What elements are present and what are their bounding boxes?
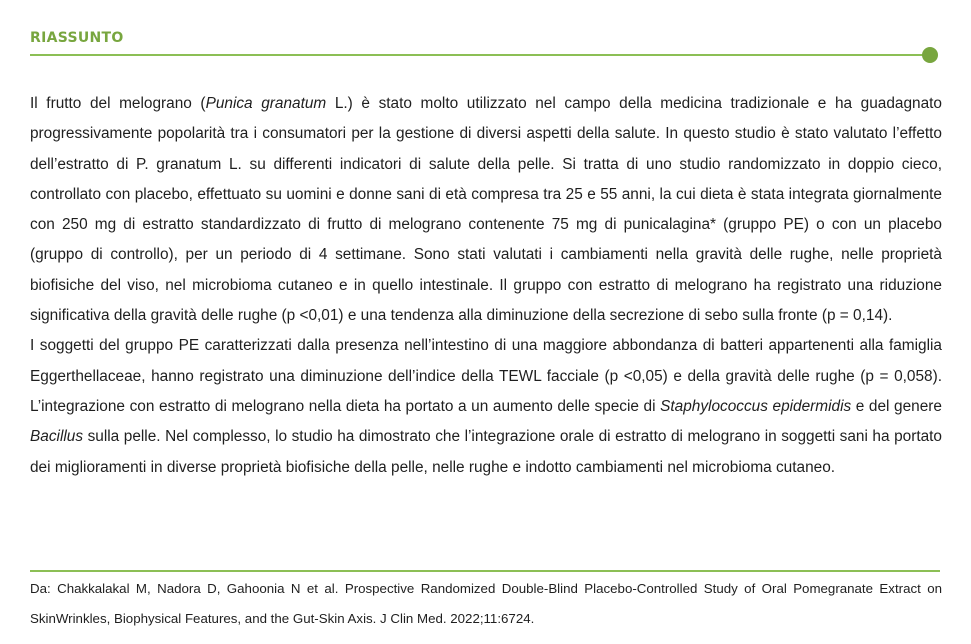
section-title: RIASSUNTO bbox=[30, 30, 124, 46]
abstract-body bbox=[30, 89, 942, 483]
text-run: e del genere bbox=[851, 397, 942, 415]
italic-term: Bacillus bbox=[30, 428, 84, 446]
text-run: I soggetti del gruppo PE caratterizzati dalla presenza nell’intestino di una maggiore abbondanza di batteri appartenenti alla famiglia Eggerthellaceae, hanno registrato una diminuzione dell’indice della TEWL facciale (p <0,05) e della gravità delle rughe (p = 0,058). L’integrazione con estratto di melograno nella dieta ha portato a un aumento delle specie di bbox=[30, 337, 942, 415]
abstract-paragraph-1 bbox=[30, 89, 942, 331]
footer-divider bbox=[30, 570, 940, 572]
text-run: Il frutto del melograno ( bbox=[30, 95, 206, 112]
abstract-paragraph-2 bbox=[30, 331, 942, 482]
section-header bbox=[30, 30, 942, 46]
italic-term: Punica granatum bbox=[205, 95, 327, 112]
text-run: sulla pelle. Nel complesso, lo studio ha dimostrato che l’integrazione orale di estratto di melograno in soggetti sani ha portato dei miglioramenti in diverse proprietà biofisiche della pelle, nelle rughe e indotto cambiamenti nel microbioma cutaneo. bbox=[30, 428, 942, 476]
source-citation: Da: Chakkalakal M, Nadora D, Gahoonia N et al. Prospective Randomized Double-Blind Placebo-Controlled Study of Oral Pomegranate Extract on SkinWrinkles, Biophysical Features, and the Gut-Skin Axis. J Clin Med. 2022;11:6724. bbox=[30, 581, 942, 626]
italic-term: Staphylococcus epidermidis bbox=[660, 397, 852, 415]
header-divider bbox=[30, 54, 930, 56]
divider-dot-icon bbox=[922, 47, 938, 63]
text-run: L.) è stato molto utilizzato nel campo della medicina tradizionale e ha guadagnato progressivamente popolarità tra i consumatori per la gestione di diversi aspetti della salute. In questo studio è stato valutato l’effetto dell’estratto di P. granatum L. su differenti indicatori di salute della pelle. Si tratta di uno studio randomizzato in doppio cieco, controllato con placebo, effettuato su uomini e donne sani di età compresa tra 25 e 55 anni, la cui dieta è stata integrata giornalmente con 250 mg di estratto standardizzato di frutto di melograno contenente 75 mg di punicalagina* (gruppo PE) o con un placebo (gruppo di controllo), per un periodo di 4 settimane. Sono stati valutati i cambiamenti nella gravità delle rughe, nelle proprietà biofisiche del viso, nel microbioma cutaneo e in quello intestinale. Il gruppo con estratto di melograno ha registrato una riduzione significativa della gravità delle rughe (p <0,01) e una tendenza alla diminuzione della secrezione di sebo sulla fronte (p = 0,14). bbox=[30, 95, 942, 325]
